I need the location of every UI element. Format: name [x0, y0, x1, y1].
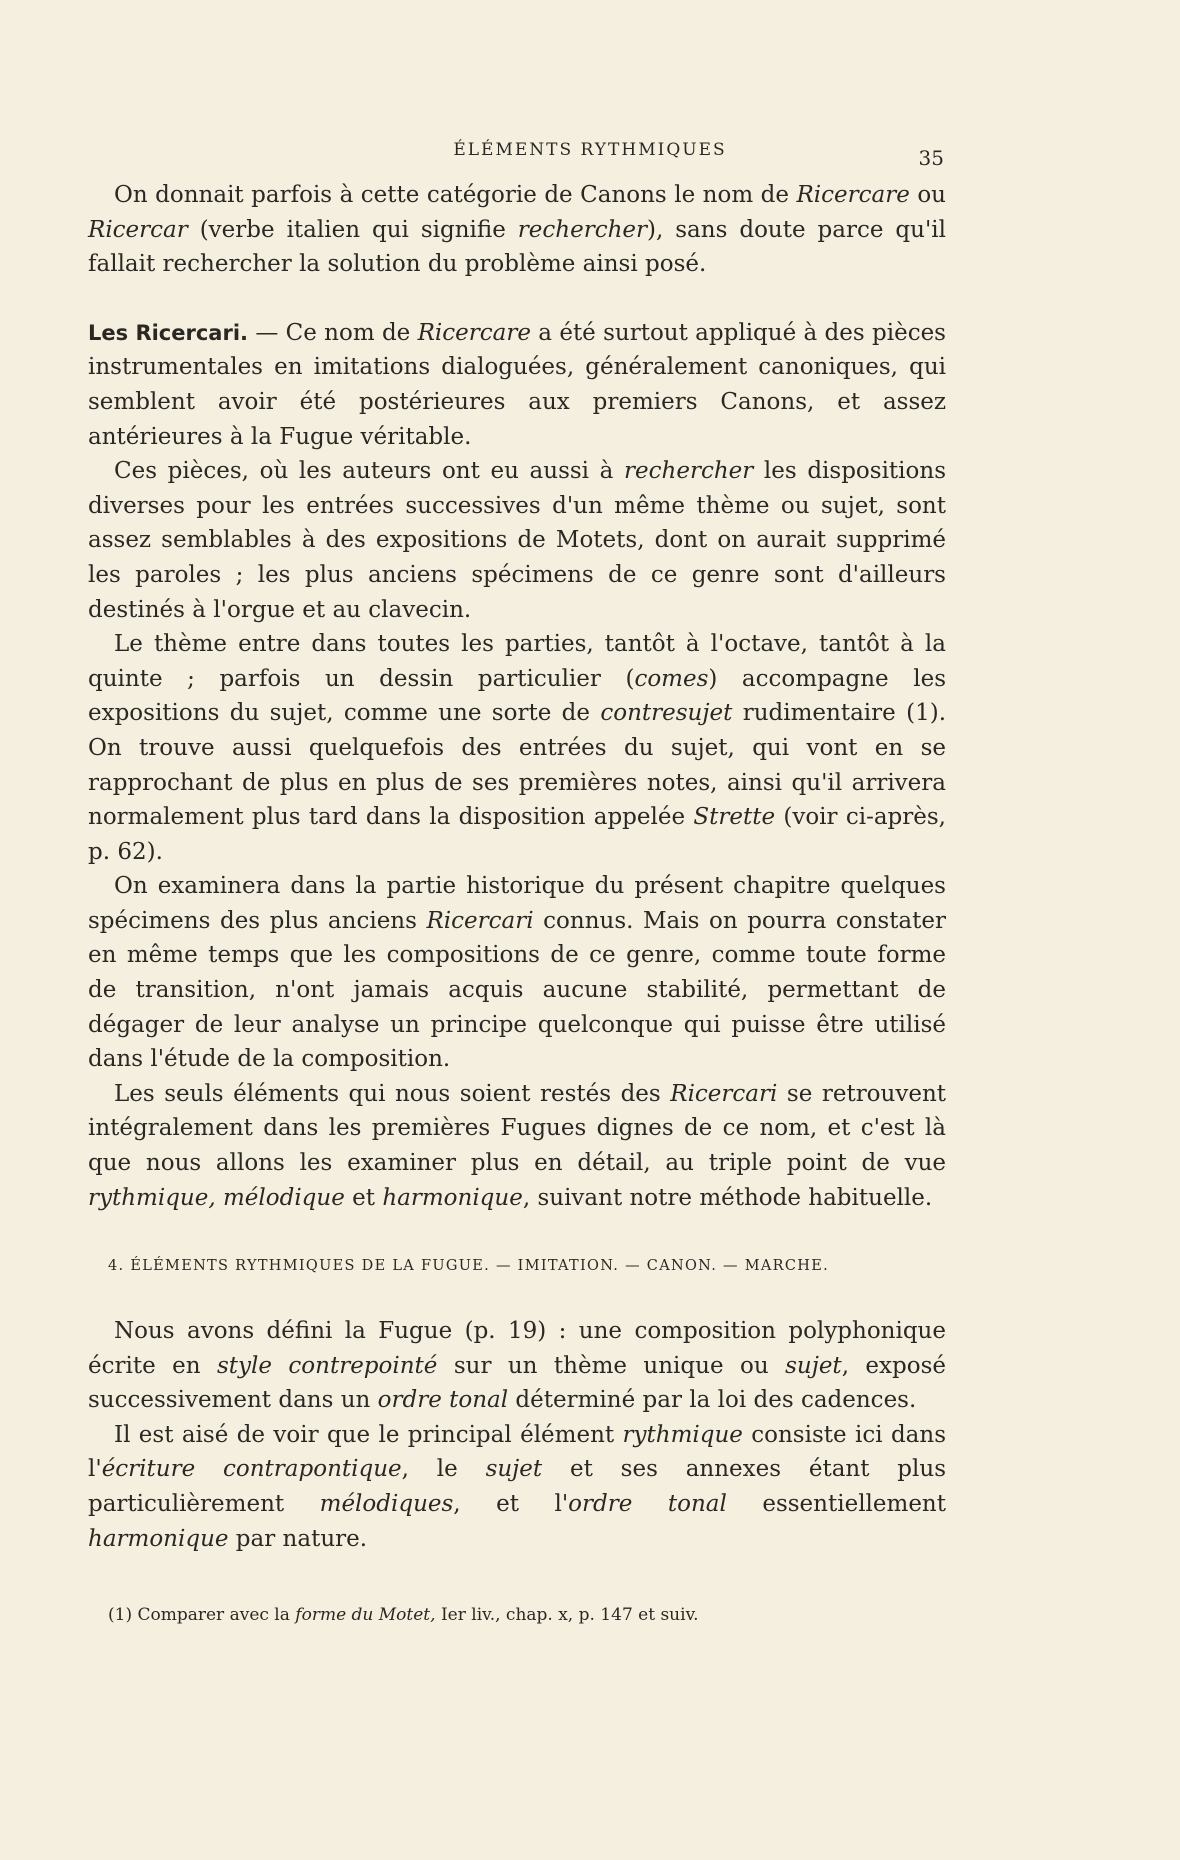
paragraph-le-theme: Le thème entre dans toutes les parties, tantôt à l'octave, tantôt à la quinte ; parfois un dessin particulier (comes) accompagne les expositions du sujet, comme une sorte de contresujet rudimentaire (1). On trouve aussi quelquefois des entrées du sujet, qui vont en se rapprochant de plus en plus de ses premières notes, ainsi qu'il arrivera normalement plus tard dans la disposition appelée Strette (voir ci-après, p. 62). [88, 631, 946, 865]
paragraph-ricercare-name: On donnait parfois à cette catégorie de Canons le nom de Ricercare ou Ricercar (verbe italien qui signifie rechercher), sans doute parce qu'il fallait rechercher la solution du problème ainsi posé. [88, 182, 946, 278]
paragraph-les-seuls: Les seuls éléments qui nous soient restés des Ricercari se retrouvent intégralement dans les premières Fugues dignes de ce nom, et c'est là que nous allons les examiner plus en détail, au triple point de vue rythmique, mélodique et harmonique, suivant notre méthode habituelle. [88, 1080, 947, 1211]
run-in-heading: Les Ricercari. [88, 320, 249, 345]
footnote: (1) Comparer avec la forme du Motet, Ier liv., chap. x, p. 147 et suiv. [108, 1605, 699, 1625]
page-number: 35 [918, 146, 944, 170]
section-heading: 4. ÉLÉMENTS RYTHMIQUES DE LA FUGUE. — IMITATION. — CANON. — MARCHE. [108, 1258, 829, 1274]
paragraph-les-ricercari: Les Ricercari. — Ce nom de Ricercare a été surtout appliqué à des pièces instrumentales en imitations dialoguées, généralement canoniques, qui semblent avoir été postérieures aux premiers Canons, et assez antérieures à la Fugue véritable. [88, 319, 946, 450]
paragraph-il-est-aise: Il est aisé de voir que le principal élément rythmique consiste ici dans l'écriture contrapontique, le sujet et ses annexes étant plus particulièrement mélodiques, et l'ordre tonal essentiellement harmonique par nature. [88, 1421, 947, 1552]
paragraph-gap [88, 282, 946, 316]
section-body-text [88, 1314, 946, 1556]
paragraph-ces-pieces: Ces pièces, où les auteurs ont eu aussi à rechercher les dispositions diverses pour les entrées successives d'un même thème ou sujet, sont assez semblables à des expositions de Motets, dont on aurait supprimé les paroles ; les plus anciens spécimens de ce genre sont d'ailleurs destinés à l'orgue et au clavecin. [88, 458, 946, 623]
running-title: ÉLÉMENTS RYTHMIQUES [453, 140, 727, 160]
body-text [88, 178, 946, 1215]
paragraph-nous-avons: Nous avons défini la Fugue (p. 19) : une composition polyphonique écrite en style contrepointé sur un thème unique ou sujet, exposé successivement dans un ordre tonal déterminé par la loi des cadences. [88, 1318, 946, 1414]
paragraph-on-examinera: On examinera dans la partie historique du présent chapitre quelques spécimens des plus anciens Ricercari connus. Mais on pourra constater en même temps que les compositions de ce genre, comme toute forme de transition, n'ont jamais acquis aucune stabilité, permettant de dégager de leur analyse un principe quelconque qui puisse être utilisé dans l'étude de la composition. [88, 873, 946, 1073]
